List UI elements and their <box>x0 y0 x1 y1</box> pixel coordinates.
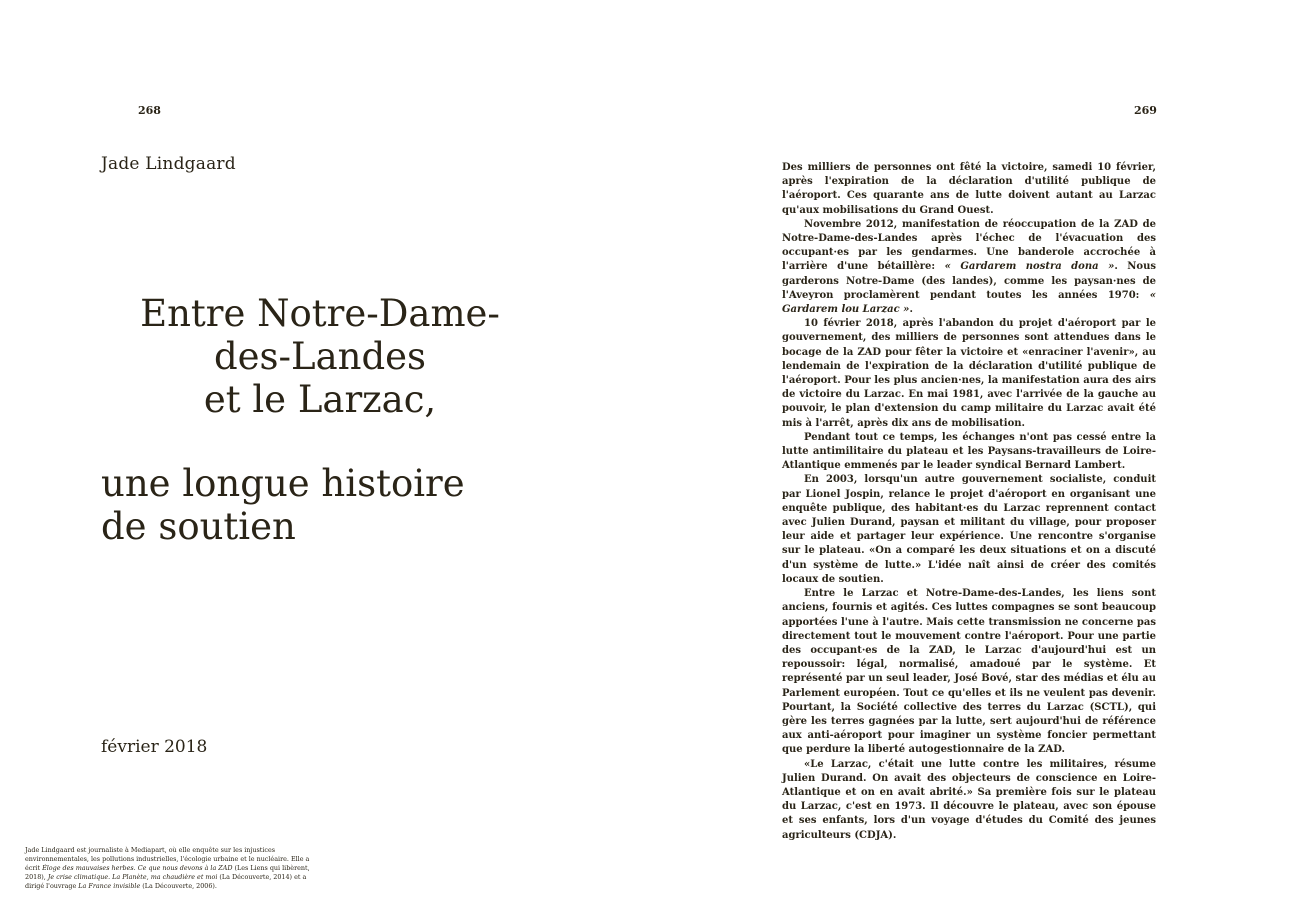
title-line: et le Larzac, <box>203 378 437 421</box>
bio-text: (La Découverte, 2014) et a dirigé l'ouvrage <box>25 872 307 890</box>
subtitle-line: une longue histoire <box>101 462 465 505</box>
paragraph: Entre le Larzac et Notre-Dame-des-Landes, les liens sont anciens, fournis et agités. Ces luttes compagnes se sont beaucoup apportées l'une à l'autre. Mais cette transmission ne concerne pas directement tout le mouvement contre l'aéroport. Pour une partie des occupant·es de la ZAD, le Larzac d'aujourd'hui est un repoussoir: légal, normalisé, amadoué par le système. Et représenté par un seul leader, José Bové, star des médias et élu au Parlement européen. Tout ce qu'elles et ils ne veulent pas devenir. Pourtant, la Société collective des terres du Larzac (SCTL), qui gère les terres gagnées par la lutte, sert aujourd'hui de référence aux anti-aéroport pour imaginer un système foncier permettant que perdure la liberté autogestionnaire de la ZAD. <box>782 588 1156 756</box>
page-number-right: 269 <box>1134 104 1157 117</box>
left-page <box>0 0 645 912</box>
paragraph: 10 février 2018, après l'abandon du projet d'aéroport par le gouvernement, des milliers de personnes sont attendues dans le bocage de la ZAD pour fêter la victoire et «enraciner l'avenir», au lendemain de l'expiration de la déclaration d'utilité publique de l'aéroport. Pour les plus ancien·nes, la manifestation aura des airs de victoire du Larzac. En mai 1981, avec l'arrivée de la gauche au pouvoir, le plan d'extension du camp militaire du Larzac avait été mis à l'arrêt, après dix ans de mobilisation. <box>782 318 1156 429</box>
chapter-title <box>100 292 540 421</box>
title-line: des-Landes <box>213 335 427 378</box>
paragraph-text: . Nous garderons Notre-Dame (des landes), comme les paysan·nes de l'Aveyron proclamèrent pendant toutes les années 1970: <box>782 261 1156 301</box>
chapter-date: février 2018 <box>101 737 208 757</box>
title-line: Entre Notre-Dame- <box>140 292 500 335</box>
author-name: Jade Lindgaard <box>101 154 236 174</box>
bio-book-title: Éloge des mauvaises herbes. Ce que nous devons à la ZAD <box>42 863 233 872</box>
paragraph-text: Novembre 2012, manifestation de réoccupation de la ZAD de Notre-Dame-des-Landes après l'échec de l'évacuation des occupant·es par les gendarmes. Une banderole accrochée à l'arrière d'une bétaillère: <box>782 218 1156 273</box>
paragraph: En 2003, lorsqu'un autre gouvernement socialiste, conduit par Lionel Jospin, relance le projet d'aéroport en organisant une enquête publique, des habitant·es du Larzac reprennent contact avec Julien Durand, paysan et militant du village, pour proposer leur aide et partager leur expérience. Une rencontre s'organise sur le plateau. «On a comparé les deux situations et on a discuté d'un système de lutte.» L'idée naît ainsi de créer des comités locaux de soutien. <box>782 474 1156 585</box>
subtitle-line: de soutien <box>101 505 296 548</box>
author-bio <box>25 846 315 891</box>
bio-book-title: La France invisible <box>78 881 141 890</box>
right-page <box>645 0 1291 912</box>
chapter-subtitle <box>101 462 465 548</box>
bio-book-title: Je crise climatique. La Planète, ma chaudière et moi <box>47 872 218 881</box>
bio-text: (Les Liens qui libèrent, 2018), <box>25 863 310 881</box>
paragraph-text: . <box>909 304 913 316</box>
paragraph: Pendant tout ce temps, les échanges n'ont pas cessé entre la lutte antimilitaire du plateau et les Paysans-travailleurs de Loire-Atlantique emmenés par le leader syndical Bernard Lambert. <box>782 431 1156 472</box>
page-number-left: 268 <box>138 104 161 117</box>
paragraph <box>782 218 1156 317</box>
quote-italic: « Gardarem nostra dona » <box>944 261 1115 273</box>
paragraph: Des milliers de personnes ont fêté la victoire, samedi 10 février, après l'expiration de la déclaration d'utilité publique de l'aéroport. Ces quarante ans de lutte doivent autant au Larzac qu'aux mobilisations du Grand Ouest. <box>782 162 1156 216</box>
body-text <box>782 161 1156 843</box>
paragraph: «Le Larzac, c'était une lutte contre les militaires, résume Julien Durand. On avait des objecteurs de conscience en Loire-Atlantique et on en avait abrité.» Sa première fois sur le plateau du Larzac, c'est en 1973. Il découvre le plateau, avec son épouse et ses enfants, lors d'un voyage d'études du Comité des jeunes agriculteurs (CDJA). <box>782 758 1156 841</box>
bio-text: Jade Lindgaard est journaliste à Mediapart, où elle enquête sur les injustices environnementales, les pollutions industrielles, l'écologie urbaine et le nucléaire. Elle a écrit <box>25 846 310 872</box>
quote-italic: « Gardarem lou Larzac » <box>782 289 1156 316</box>
bio-text: (La Découverte, 2006). <box>140 881 217 890</box>
